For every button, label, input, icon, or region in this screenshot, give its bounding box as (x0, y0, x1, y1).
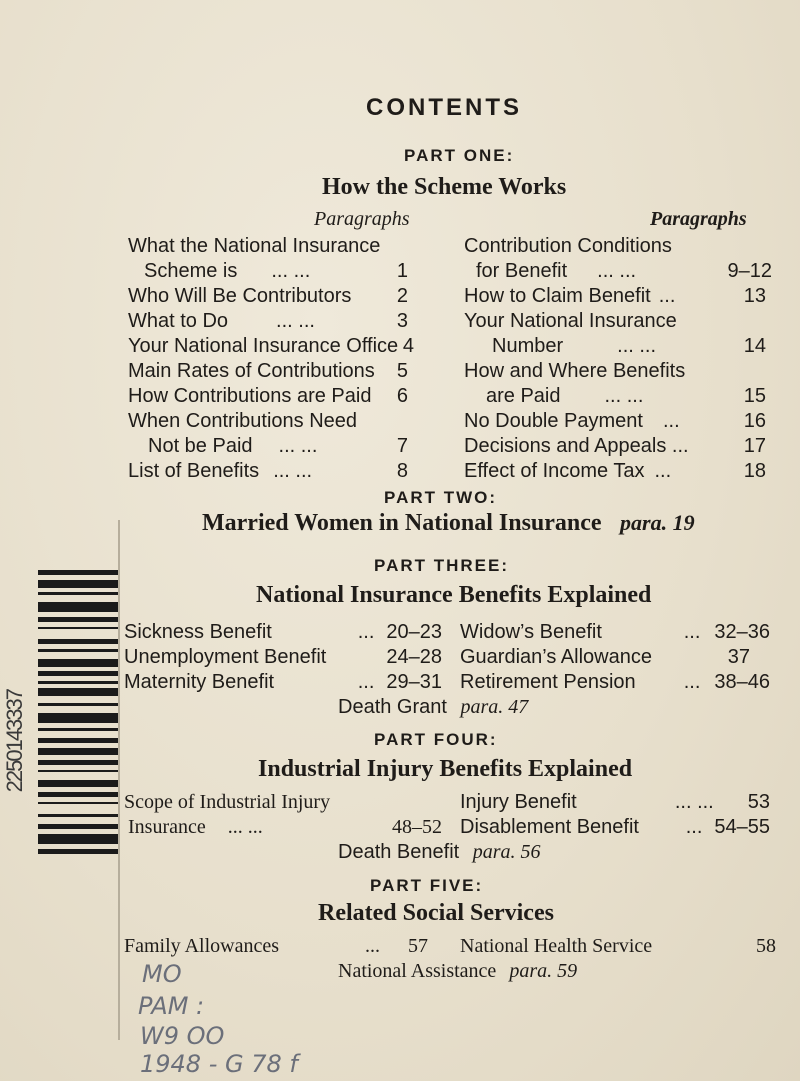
handwritten-note: W9 OO (140, 1022, 225, 1050)
handwritten-note: MO (142, 960, 182, 988)
part-four-label: PART FOUR: (374, 730, 498, 749)
barcode-bar (38, 738, 120, 743)
toc-entry: What to Do ... ... 3 (128, 310, 408, 332)
toc-entry: Retirement Pension ... 38–46 (460, 671, 770, 693)
toc-entry: Contribution Conditions for Benefit ... ... 9–12 (464, 235, 772, 282)
toc-entry: Disablement Benefit ... 54–55 (460, 816, 770, 838)
barcode-bar (38, 688, 120, 696)
toc-entry: No Double Payment ... 16 (464, 410, 766, 432)
barcode (38, 558, 120, 1028)
column-heading-right: Paragraphs (650, 208, 747, 230)
toc-entry: Unemployment Benefit 24–28 (124, 646, 442, 668)
toc-entry: Widow’s Benefit ... 32–36 (460, 621, 770, 643)
part-two-entry: Married Women in National Insurance para. 19 (202, 510, 695, 536)
barcode-bar (38, 748, 120, 756)
barcode-bar (38, 780, 120, 788)
toc-entry: Main Rates of Contributions 5 (128, 360, 408, 382)
toc-entry: Death Grant para. 47 (338, 696, 529, 718)
toc-entry: National Assistance para. 59 (338, 960, 578, 982)
toc-entry: What the National Insurance Scheme is ... ... 1 (128, 235, 408, 282)
page-title: CONTENTS (366, 94, 522, 121)
toc-entry: Decisions and Appeals ... 17 (464, 435, 766, 457)
barcode-bar (38, 649, 120, 652)
margin-line (118, 520, 120, 1040)
barcode-bar (38, 592, 120, 595)
part-one-subtitle: How the Scheme Works (322, 174, 567, 200)
toc-entry: Who Will Be Contributors 2 (128, 285, 408, 307)
part-four-subtitle: Industrial Injury Benefits Explained (258, 756, 633, 782)
part-five-label: PART FIVE: (370, 876, 484, 895)
part-five-subtitle: Related Social Services (318, 900, 554, 926)
toc-entry: List of Benefits ... ... 8 (128, 460, 408, 482)
toc-entry: Sickness Benefit ... 20–23 (124, 621, 442, 643)
toc-entry: Effect of Income Tax ... 18 (464, 460, 766, 482)
barcode-bar (38, 728, 120, 731)
toc-entry: Scope of Industrial Injury Insurance ... ... 48–52 (124, 791, 442, 838)
part-one-label: PART ONE: (404, 146, 515, 165)
part-two-label: PART TWO: (384, 488, 498, 507)
toc-entry: Family Allowances ... 57 (124, 935, 428, 957)
barcode-bar (38, 834, 120, 844)
handwritten-note: 1948 - G 78 f (140, 1050, 298, 1078)
toc-entry: Guardian’s Allowance 37 (460, 646, 750, 668)
barcode-bar (38, 814, 120, 817)
toc-entry: Injury Benefit ... ... 53 (460, 791, 770, 813)
barcode-bar (38, 792, 120, 797)
part-three-label: PART THREE: (374, 556, 510, 575)
part-three-subtitle: National Insurance Benefits Explained (256, 582, 652, 608)
barcode-bar (38, 802, 120, 805)
barcode-bar (38, 681, 120, 684)
barcode-bar (38, 639, 120, 644)
column-heading-left: Paragraphs (314, 208, 410, 230)
toc-entry: When Contributions Need Not be Paid ... ... 7 (128, 410, 408, 457)
toc-entry: How to Claim Benefit ... 13 (464, 285, 766, 307)
toc-entry: Death Benefit para. 56 (338, 841, 541, 863)
toc-entry: Your National Insurance Office 4 (128, 335, 414, 357)
toc-entry: Maternity Benefit ... 29–31 (124, 671, 442, 693)
barcode-bar (38, 824, 120, 829)
barcode-bar (38, 617, 120, 622)
barcode-number: 2250143337 (2, 690, 27, 793)
barcode-bar (38, 570, 120, 575)
barcode-bar (38, 703, 120, 706)
barcode-bar (38, 671, 120, 676)
barcode-bar (38, 602, 120, 612)
toc-entry: Your National Insurance Number ... ... 14 (464, 310, 766, 357)
handwritten-note: PAM : (138, 992, 205, 1020)
barcode-bar (38, 760, 120, 765)
barcode-bar (38, 627, 120, 630)
barcode-bar (38, 580, 120, 588)
toc-entry: National Health Service 58 (460, 935, 776, 957)
barcode-bar (38, 770, 120, 773)
toc-entry: How and Where Benefits are Paid ... ... 15 (464, 360, 766, 407)
toc-entry: How Contributions are Paid 6 (128, 385, 408, 407)
barcode-bar (38, 849, 120, 854)
barcode-bar (38, 713, 120, 723)
barcode-bar (38, 659, 120, 667)
